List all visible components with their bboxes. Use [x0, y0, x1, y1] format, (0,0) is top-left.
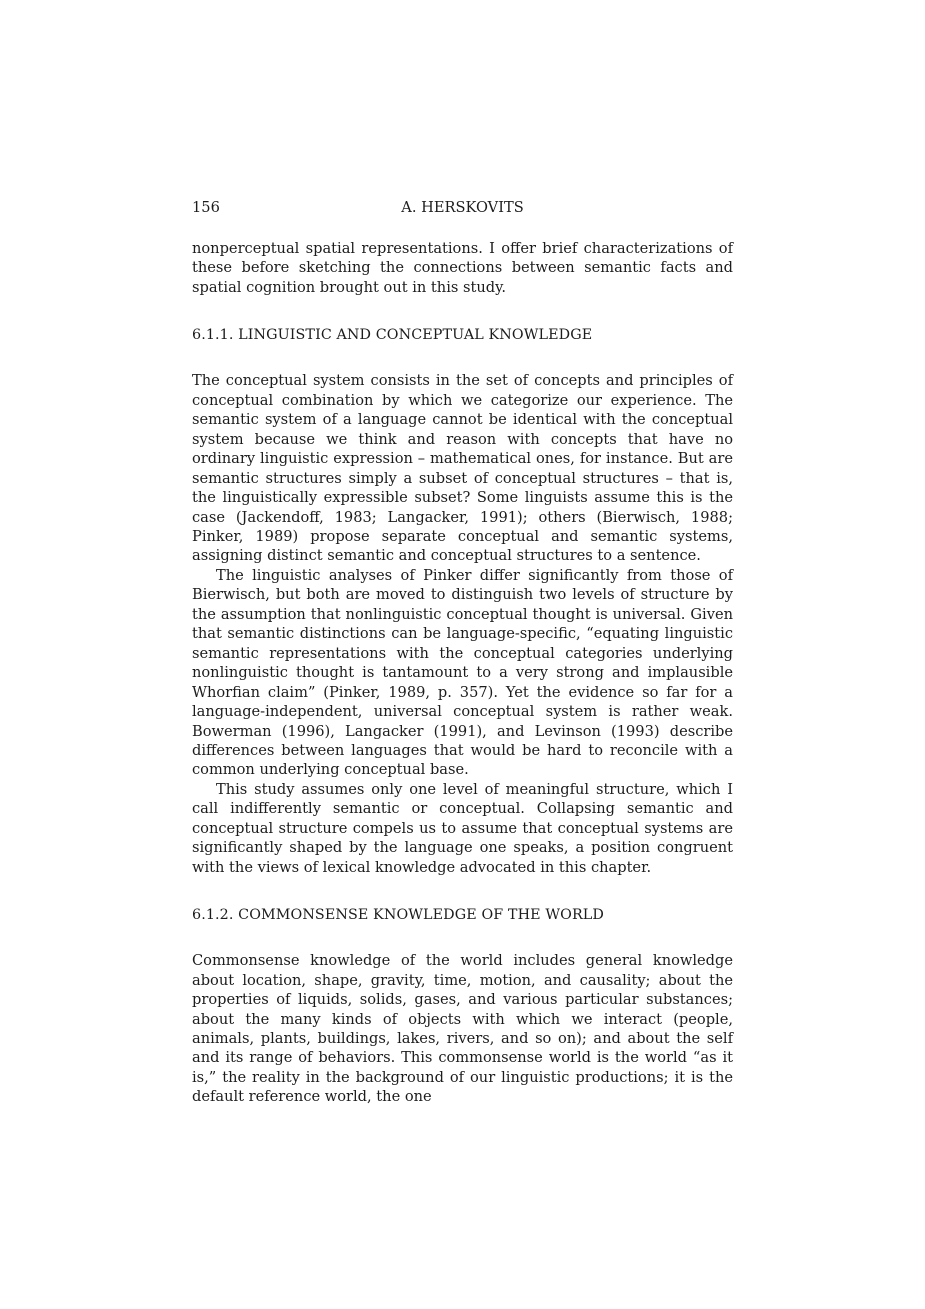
intro-paragraph: nonperceptual spatial representations. I offer brief characterizations of these before sketching the connections between semantic facts and spatial cognition brought out in this study. — [192, 240, 733, 296]
paragraph: This study assumes only one level of meaningful structure, which I call indifferently semantic or conceptual. Collapsing semantic and conceptual structure compels us to assume that conceptual systems are significantly shaped by the language one speaks, a position congruent with the views of lexical knowledge advocated in this chapter. — [192, 780, 733, 876]
page-number: 156 — [192, 199, 220, 216]
section-heading-linguistic-conceptual: 6.1.1. LINGUISTIC AND CONCEPTUAL KNOWLEDGE — [192, 327, 593, 344]
running-head — [192, 198, 733, 220]
book-page — [192, 198, 733, 1107]
paragraph: The conceptual system consists in the set of concepts and principles of conceptual combination by which we categorize our experience. The semantic system of a language cannot be identical with the conceptual system because we think and reason with concepts that have no ordinary linguistic expression – mathematical ones, for instance. But are semantic structures simply a subset of conceptual structures – that is, the linguistically expressible subset? Some linguists assume this is the case (Jackendoff, 1983; Langacker, 1991); others (Bierwisch, 1988; Pinker, 1989) propose separate conceptual and semantic systems, assigning distinct semantic and conceptual structures to a sentence. — [192, 372, 733, 565]
section-heading-commonsense-knowledge: 6.1.2. COMMONSENSE KNOWLEDGE OF THE WORLD — [192, 907, 604, 924]
paragraph: The linguistic analyses of Pinker differ significantly from those of Bierwisch, but both are moved to distinguish two levels of structure by the assumption that nonlinguistic conceptual thought is universal. Given that semantic distinctions can be language-specific, “equating linguistic semantic representations with the conceptual categories underlying nonlinguistic thought is tantamount to a very strong and implausible Whorfian claim” (Pinker, 1989, p. 357). Yet the evidence so far for a language-independent, universal conceptual system is rather weak. Bowerman (1996), Langacker (1991), and Levinson (1993) describe differences between languages that would be hard to reconcile with a common underlying conceptual base. — [192, 566, 733, 779]
paragraph: Commonsense knowledge of the world includes general knowledge about location, shape, gravity, time, motion, and causality; about the properties of liquids, solids, gases, and various particular substances; about the many kinds of objects with which we interact (people, animals, plants, buildings, lakes, rivers, and so on); and about the self and its range of behaviors. This commonsense world is the world “as it is,” the reality in the background of our linguistic productions; it is the default reference world, the one — [192, 952, 733, 1106]
running-title: A. HERSKOVITS — [401, 199, 524, 216]
